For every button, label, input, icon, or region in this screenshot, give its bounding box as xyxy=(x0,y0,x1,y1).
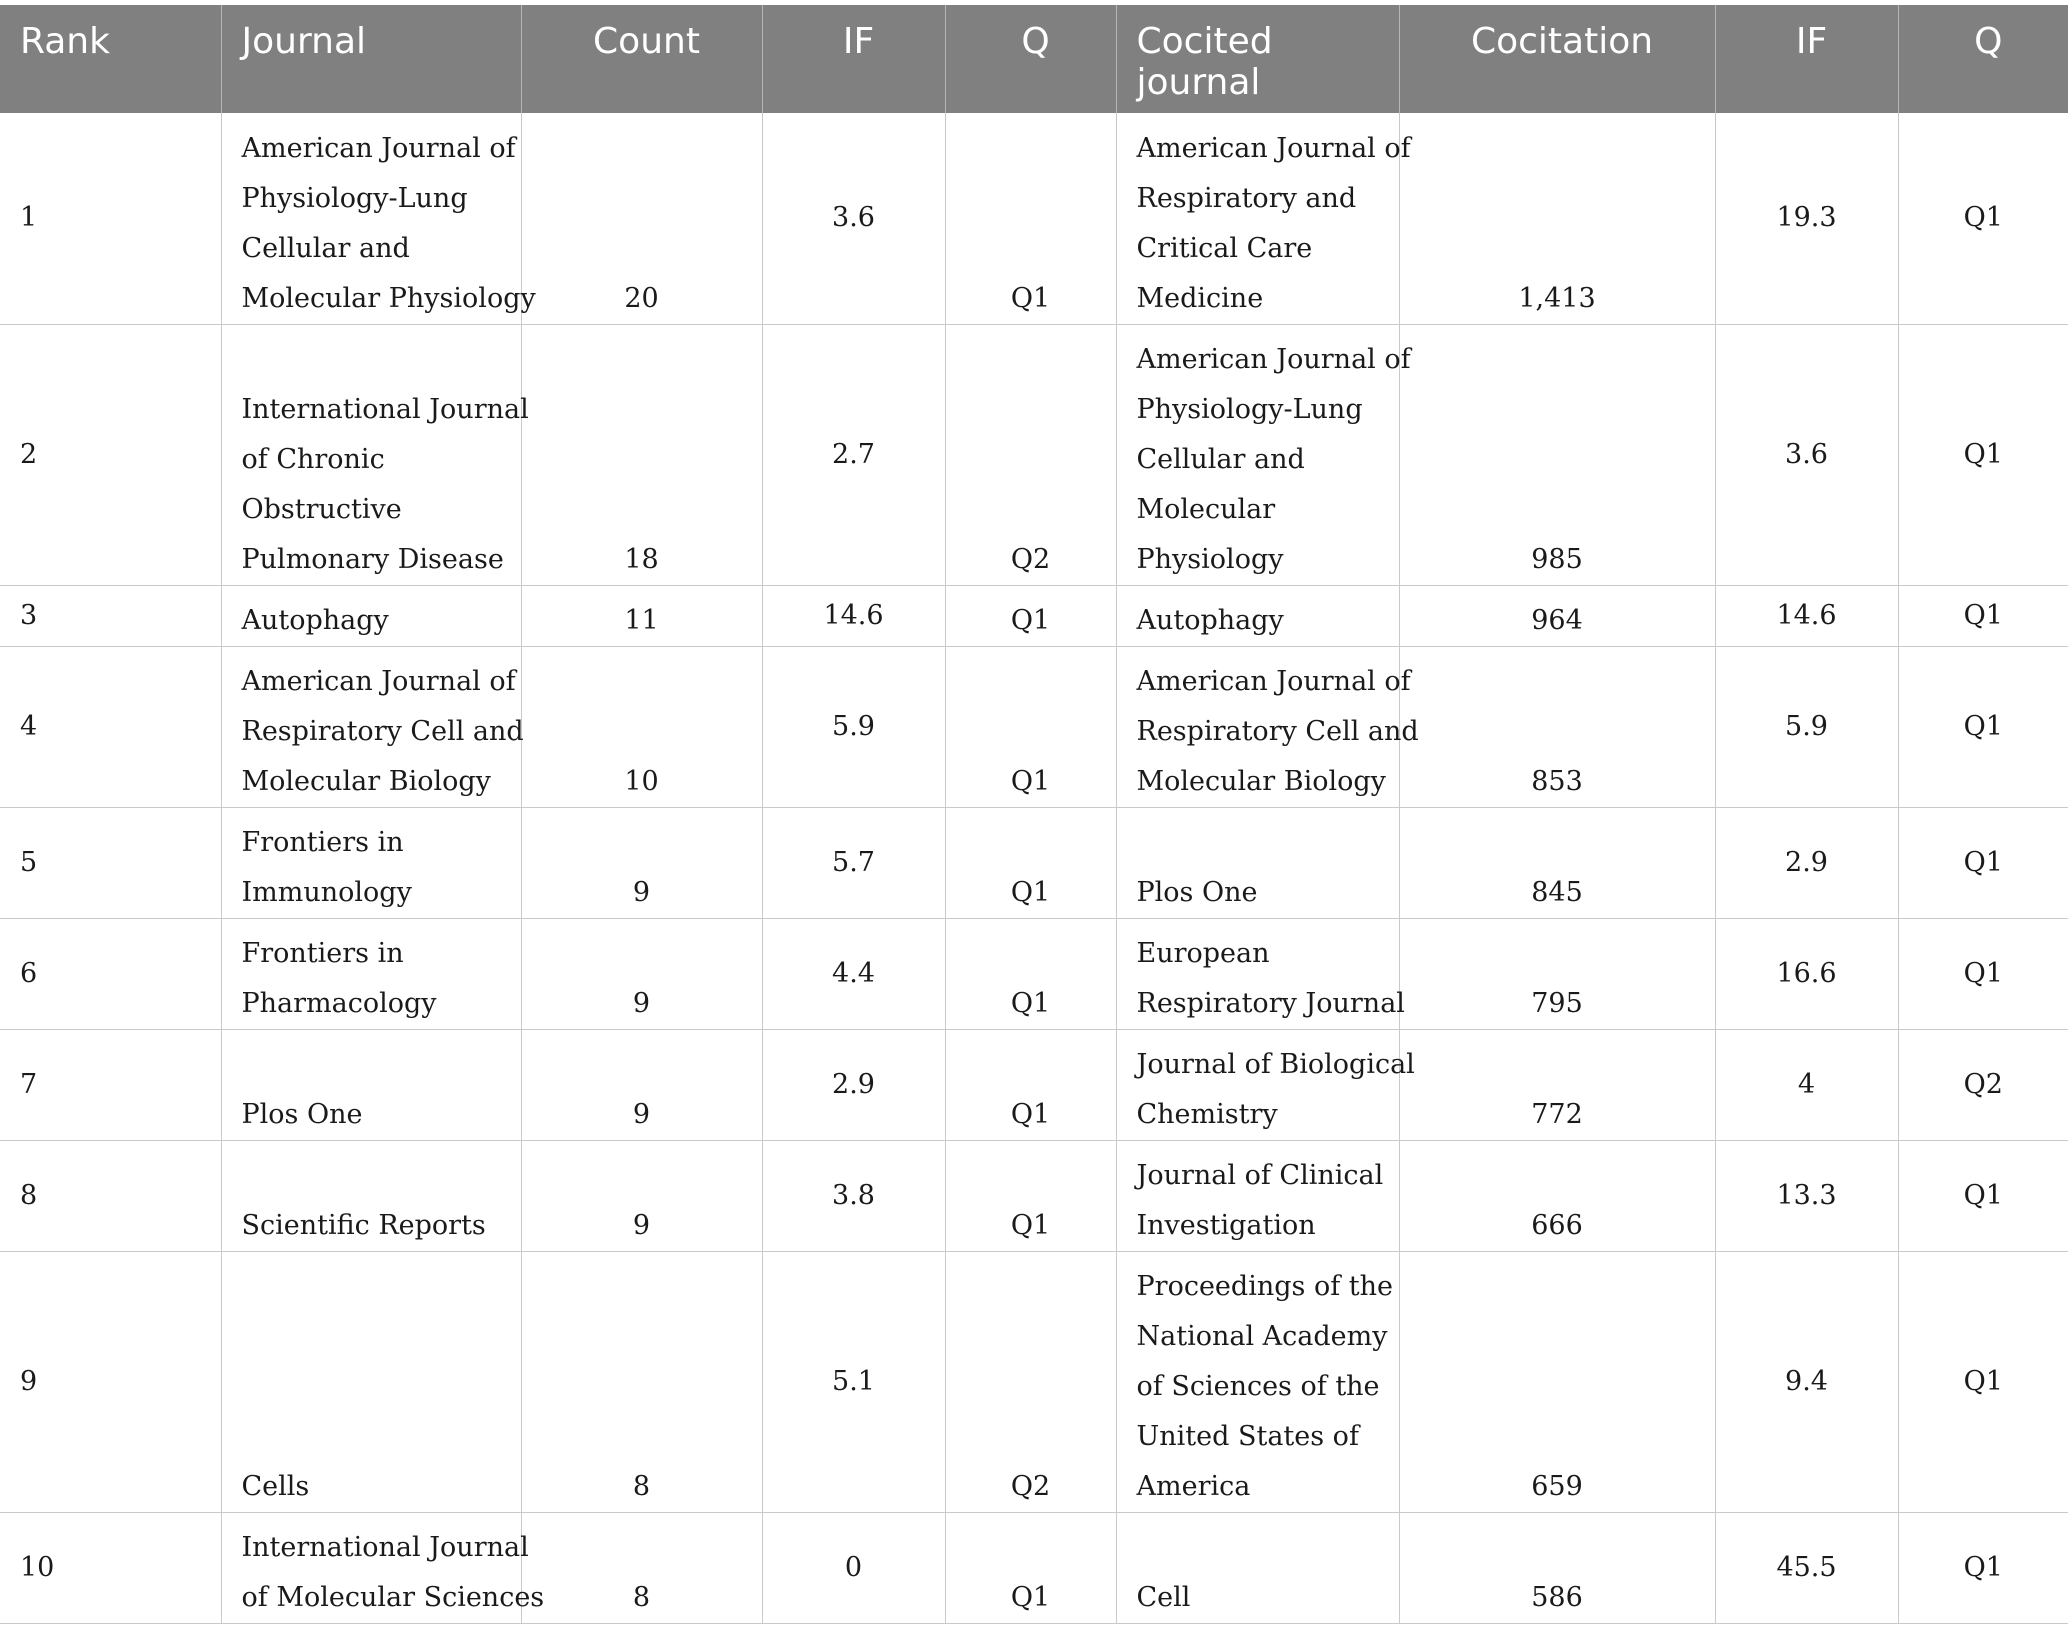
header-q: Q xyxy=(945,5,1116,113)
journal-cell xyxy=(221,1251,521,1512)
cocited-q-cell: Q1 xyxy=(1898,324,2068,585)
table-row xyxy=(0,324,2068,585)
cocitation-cell: 772 xyxy=(1399,1029,1715,1140)
q-cell: Q1 xyxy=(945,113,1116,324)
journal-cell-line: American Journal of xyxy=(241,665,516,697)
cocited-if-cell: 9.4 xyxy=(1715,1251,1898,1512)
header-cocited-q: Q xyxy=(1898,5,2068,113)
q-cell: Q1 xyxy=(945,918,1116,1029)
cocited-journal-cell xyxy=(1116,1512,1399,1623)
journal-cell-line: Physiology-Lung xyxy=(241,182,468,214)
count-cell: 18 xyxy=(521,324,762,585)
table-row xyxy=(0,585,2068,646)
cocited-journal-cell-line: Respiratory Journal xyxy=(1136,987,1405,1019)
rank-cell: 10 xyxy=(0,1512,221,1623)
cocited-q-cell: Q1 xyxy=(1898,113,2068,324)
header-cocited-journal xyxy=(1116,5,1399,113)
cocited-journal-cell-line: Proceedings of the xyxy=(1136,1270,1393,1302)
rank-cell: 1 xyxy=(0,113,221,324)
cocitation-cell: 1,413 xyxy=(1399,113,1715,324)
journal-cell-line: Molecular Physiology xyxy=(241,282,536,314)
table-body xyxy=(0,113,2068,1623)
cocited-q-cell: Q1 xyxy=(1898,1251,2068,1512)
count-cell: 9 xyxy=(521,918,762,1029)
cocited-if-cell: 4 xyxy=(1715,1029,1898,1140)
journal-cell-line: Cells xyxy=(241,1470,310,1502)
journal-cell xyxy=(221,1512,545,1623)
journal-cell xyxy=(221,807,521,918)
table-row xyxy=(0,113,2068,324)
journal-cell-line: Frontiers in xyxy=(241,826,404,858)
journal-cell-line: Respiratory Cell and xyxy=(241,715,524,747)
cocited-journal-cell-line: Molecular xyxy=(1136,493,1276,525)
if-cell: 0 xyxy=(762,1512,945,1623)
q-cell: Q1 xyxy=(945,807,1116,918)
cocited-journal-cell-line: European xyxy=(1136,937,1270,969)
cocited-journal-cell-line: Respiratory and xyxy=(1136,182,1357,214)
cocited-journal-cell-line: Physiology-Lung xyxy=(1136,393,1363,425)
cocited-q-cell: Q1 xyxy=(1898,585,2068,646)
cocitation-cell: 586 xyxy=(1399,1512,1715,1623)
cocited-journal-cell xyxy=(1116,1140,1399,1251)
journal-cell-line: American Journal of xyxy=(241,132,516,164)
header-cocitation: Cocitation xyxy=(1399,5,1715,113)
rank-cell: 9 xyxy=(0,1251,221,1512)
cocited-q-cell: Q2 xyxy=(1898,1029,2068,1140)
cocited-if-cell: 19.3 xyxy=(1715,113,1898,324)
table-row xyxy=(0,1140,2068,1251)
cocited-journal-cell-line: Journal of Clinical xyxy=(1136,1159,1384,1191)
cocited-journal-cell xyxy=(1116,807,1399,918)
journal-cell-line: Frontiers in xyxy=(241,937,404,969)
cocitation-cell: 964 xyxy=(1399,585,1715,646)
cocited-journal-cell-line: of Sciences of the xyxy=(1136,1370,1380,1402)
rank-cell: 3 xyxy=(0,585,221,646)
q-cell: Q1 xyxy=(945,1029,1116,1140)
journal-cell-line: Molecular Biology xyxy=(241,765,491,797)
cocited-journal-cell-line: National Academy xyxy=(1136,1320,1388,1352)
cocited-journal-cell-line: Cellular and xyxy=(1136,443,1305,475)
header-count: Count xyxy=(521,5,762,113)
count-cell: 8 xyxy=(521,1251,762,1512)
cocited-if-cell: 5.9 xyxy=(1715,646,1898,807)
header-cocited-line: journal xyxy=(1136,62,1261,103)
journal-cell-line: Immunology xyxy=(241,876,412,908)
journal-cell xyxy=(221,1029,521,1140)
cocited-q-cell: Q1 xyxy=(1898,1140,2068,1251)
cocited-journal-cell-line: Chemistry xyxy=(1136,1098,1278,1130)
if-cell: 3.6 xyxy=(762,113,945,324)
cocitation-cell: 666 xyxy=(1399,1140,1715,1251)
table-row xyxy=(0,918,2068,1029)
cocitation-cell: 795 xyxy=(1399,918,1715,1029)
if-cell: 5.1 xyxy=(762,1251,945,1512)
cocited-if-cell: 2.9 xyxy=(1715,807,1898,918)
cocited-journal-cell xyxy=(1116,1251,1399,1512)
journal-cell-line: Pulmonary Disease xyxy=(241,543,504,575)
cocited-journal-cell-line: Respiratory Cell and xyxy=(1136,715,1419,747)
header-cocited-if: IF xyxy=(1715,5,1898,113)
count-cell: 9 xyxy=(521,807,762,918)
q-cell: Q1 xyxy=(945,585,1116,646)
journal-cell-line: Plos One xyxy=(241,1098,363,1130)
count-cell: 20 xyxy=(521,113,762,324)
if-cell: 3.8 xyxy=(762,1140,945,1251)
cocitation-cell: 853 xyxy=(1399,646,1715,807)
count-cell: 10 xyxy=(521,646,762,807)
count-cell: 11 xyxy=(521,585,762,646)
cocited-journal-cell-line: Cell xyxy=(1136,1581,1191,1613)
header-journal: Journal xyxy=(221,5,521,113)
q-cell: Q1 xyxy=(945,646,1116,807)
cocitation-cell: 985 xyxy=(1399,324,1715,585)
cocited-journal-cell-line: American Journal of xyxy=(1136,132,1411,164)
if-cell: 4.4 xyxy=(762,918,945,1029)
journal-cell xyxy=(221,646,524,807)
rank-cell: 8 xyxy=(0,1140,221,1251)
journal-cell-line: of Molecular Sciences xyxy=(241,1581,545,1613)
cocited-journal-cell-line: Physiology xyxy=(1136,543,1284,575)
q-cell: Q1 xyxy=(945,1140,1116,1251)
cocited-journal-cell xyxy=(1116,113,1411,324)
cocited-journal-cell-line: Plos One xyxy=(1136,876,1258,908)
table-row xyxy=(0,1512,2068,1623)
if-cell: 14.6 xyxy=(762,585,945,646)
cocited-if-cell: 16.6 xyxy=(1715,918,1898,1029)
journal-cell xyxy=(221,324,529,585)
journal-cell-line: Cellular and xyxy=(241,232,410,264)
cocited-journal-cell xyxy=(1116,585,1399,646)
header-row xyxy=(0,5,2068,113)
cocited-journal-cell-line: American Journal of xyxy=(1136,665,1411,697)
rank-cell: 6 xyxy=(0,918,221,1029)
cocited-journal-cell-line: American Journal of xyxy=(1136,343,1411,375)
count-cell: 9 xyxy=(521,1140,762,1251)
cocited-q-cell: Q1 xyxy=(1898,646,2068,807)
if-cell: 2.9 xyxy=(762,1029,945,1140)
rank-cell: 5 xyxy=(0,807,221,918)
table-row xyxy=(0,807,2068,918)
cocitation-cell: 659 xyxy=(1399,1251,1715,1512)
if-cell: 5.9 xyxy=(762,646,945,807)
journal-cell-line: International Journal xyxy=(241,393,529,425)
cocited-journal-cell xyxy=(1116,646,1419,807)
cocited-q-cell: Q1 xyxy=(1898,807,2068,918)
count-cell: 9 xyxy=(521,1029,762,1140)
count-cell: 8 xyxy=(521,1512,762,1623)
cocited-if-cell: 45.5 xyxy=(1715,1512,1898,1623)
header-cocited-line: Cocited xyxy=(1136,21,1273,62)
journal-cell-line: Pharmacology xyxy=(241,987,437,1019)
table-row xyxy=(0,646,2068,807)
cocited-journal-cell-line: United States of xyxy=(1136,1420,1359,1452)
if-cell: 2.7 xyxy=(762,324,945,585)
cocited-if-cell: 14.6 xyxy=(1715,585,1898,646)
table-row xyxy=(0,1251,2068,1512)
journal-cell-line: Autophagy xyxy=(241,604,389,636)
cocited-journal-cell xyxy=(1116,1029,1415,1140)
rank-cell: 4 xyxy=(0,646,221,807)
header-if: IF xyxy=(762,5,945,113)
cocited-q-cell: Q1 xyxy=(1898,918,2068,1029)
cocited-journal-cell-line: Journal of Biological xyxy=(1136,1048,1415,1080)
if-cell: 5.7 xyxy=(762,807,945,918)
cocited-journal-cell-line: Investigation xyxy=(1136,1209,1316,1241)
cocited-if-cell: 3.6 xyxy=(1715,324,1898,585)
rank-cell: 2 xyxy=(0,324,221,585)
journal-cell xyxy=(221,113,536,324)
journal-cell-line: of Chronic xyxy=(241,443,385,475)
cocited-journal-cell-line: Molecular Biology xyxy=(1136,765,1386,797)
table-row xyxy=(0,1029,2068,1140)
header-rank: Rank xyxy=(0,5,221,113)
journal-cell xyxy=(221,1140,521,1251)
cocited-journal-cell xyxy=(1116,324,1411,585)
journal-cell-line: International Journal xyxy=(241,1531,529,1563)
q-cell: Q2 xyxy=(945,324,1116,585)
rank-cell: 7 xyxy=(0,1029,221,1140)
journal-cell-line: Obstructive xyxy=(241,493,402,525)
cocited-journal-cell-line: Medicine xyxy=(1136,282,1264,314)
q-cell: Q1 xyxy=(945,1512,1116,1623)
cocited-journal-cell-line: Autophagy xyxy=(1136,604,1284,636)
journals-table xyxy=(0,5,2068,1624)
cocited-if-cell: 13.3 xyxy=(1715,1140,1898,1251)
journal-cell-line: Scientific Reports xyxy=(241,1209,486,1241)
q-cell: Q2 xyxy=(945,1251,1116,1512)
cocitation-cell: 845 xyxy=(1399,807,1715,918)
cocited-journal-cell-line: Critical Care xyxy=(1136,232,1313,264)
cocited-journal-cell-line: America xyxy=(1136,1470,1251,1502)
cocited-q-cell: Q1 xyxy=(1898,1512,2068,1623)
cocited-journal-cell xyxy=(1116,918,1405,1029)
journal-cell xyxy=(221,918,521,1029)
journal-cell xyxy=(221,585,521,646)
